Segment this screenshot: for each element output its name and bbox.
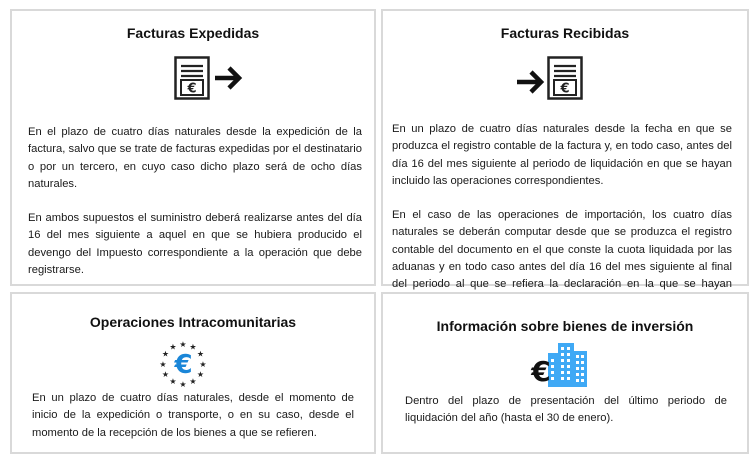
card-facturas-expedidas bbox=[10, 9, 376, 286]
card-bienes-de-inversion bbox=[381, 292, 749, 454]
svg-text:★: ★ bbox=[161, 370, 170, 379]
invoice-arrow-in-icon bbox=[515, 56, 587, 100]
card-body bbox=[405, 393, 727, 428]
svg-text:€: € bbox=[187, 81, 197, 97]
svg-text:★: ★ bbox=[199, 360, 207, 369]
svg-text:★: ★ bbox=[196, 370, 205, 379]
card-body bbox=[28, 124, 362, 279]
paragraph: En un plazo de cuatro días naturales, desde el momento de inicio de la expedición o transporte, o en su caso, desde el momento de la recepción de los bienes a que se refieren. bbox=[32, 392, 354, 439]
paragraph: En ambos supuestos el suministro deberá realizarse antes del día 16 del mes siguiente a aquel en que se hubiera producido el devengo del Impuesto correspondiente a la operación que debe registrarse. bbox=[28, 212, 362, 277]
svg-text:★: ★ bbox=[169, 377, 177, 386]
card-body bbox=[392, 121, 732, 311]
svg-text:€: € bbox=[174, 350, 193, 380]
euro-buildings-icon bbox=[530, 341, 594, 389]
card-facturas-recibidas bbox=[381, 9, 749, 291]
svg-text:★: ★ bbox=[159, 360, 167, 369]
card-operaciones-intracomunitarias bbox=[10, 292, 376, 454]
svg-text:★: ★ bbox=[169, 342, 177, 352]
svg-text:★: ★ bbox=[196, 349, 205, 359]
card-title: Información sobre bienes de inversión bbox=[436, 318, 694, 334]
card-title: Operaciones Intracomunitarias bbox=[89, 314, 297, 330]
svg-text:€: € bbox=[531, 355, 551, 388]
svg-text:★: ★ bbox=[189, 342, 197, 352]
card-title: Facturas Recibidas bbox=[500, 25, 630, 41]
svg-text:★: ★ bbox=[179, 340, 187, 349]
paragraph: En un plazo de cuatro días naturales desde la fecha en que se produzca el registro contable de la factura y, en todo caso, antes del día 16 del mes siguiente al periodo de liquidación en que se hayan incluido las operaciones correspondientes. bbox=[392, 123, 732, 187]
paragraph: En el plazo de cuatro días naturales desde la expedición de la factura, salvo que se trate de facturas expedidas por el destinatario o por un tercero, en cuyo caso dicho plazo será de ocho días naturales. bbox=[28, 126, 362, 190]
svg-text:★: ★ bbox=[179, 380, 187, 388]
card-title: Facturas Expedidas bbox=[126, 25, 260, 41]
svg-text:★: ★ bbox=[161, 349, 170, 359]
eu-euro-icon bbox=[158, 340, 208, 388]
svg-text:★: ★ bbox=[189, 377, 197, 386]
paragraph: En el caso de las operaciones de importación, los cuatro días naturales se deberán computar desde que se produzca el registro contable del documento en el que conste la cuota liquidada por las aduanas y en todo caso antes del día 16 del mes siguiente al final del periodo al que se refiera la declaración en la que se hayan bbox=[392, 209, 732, 291]
invoice-arrow-out-icon bbox=[174, 56, 246, 100]
card-body bbox=[32, 390, 354, 442]
paragraph: Dentro del plazo de presentación del último periodo de liquidación del año (hasta el 30 de enero). bbox=[405, 395, 727, 425]
svg-text:€: € bbox=[560, 81, 570, 97]
